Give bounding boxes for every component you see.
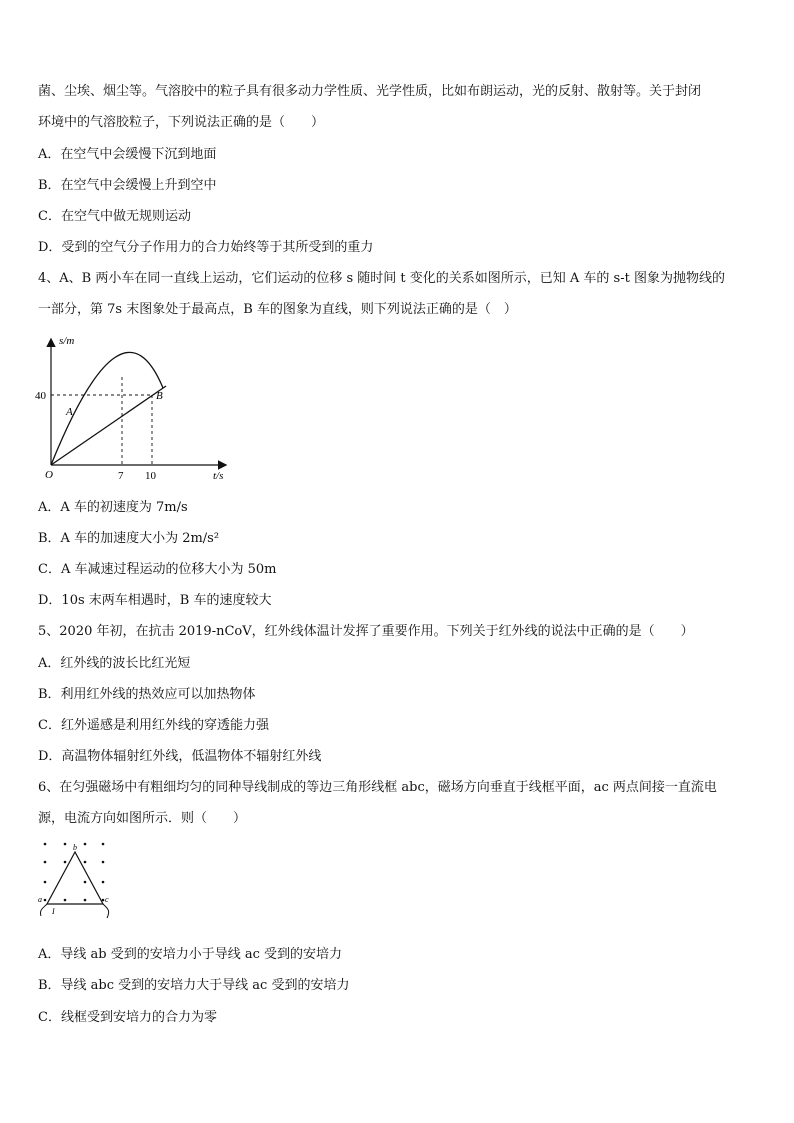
q6-stem-line-2: 源，电流方向如图所示．则（ ）	[38, 811, 247, 826]
q4-option-a: A．A 车的初速度为 7m/s	[38, 500, 188, 515]
q3-option-d: D．受到的空气分子作用力的合力始终等于其所受到的重力	[38, 240, 374, 255]
x-tick-7: 7	[118, 470, 124, 482]
x-tick-10: 10	[145, 470, 156, 482]
line-b-label: B	[156, 390, 163, 402]
vertex-b-label: b	[73, 843, 77, 852]
triangle-frame-abc	[47, 852, 103, 904]
q4-option-c: C．A 车减速过程运动的位移大小为 50m	[38, 562, 277, 577]
lead-wire-left	[40, 904, 47, 916]
q3-option-b: B．在空气中会缓慢上升到空中	[38, 178, 217, 193]
q3-option-c: C．在空气中做无规则运动	[38, 209, 191, 224]
q5-stem-line-1: 5、2020 年初，在抗击 2019-nCoV，红外线体温计发挥了重要作用。下列关于红外线的说法中正确的是（ ）	[38, 624, 694, 639]
origin-label: O	[45, 469, 53, 481]
q5-option-c: C．红外遥感是利用红外线的穿透能力强	[38, 718, 269, 733]
q3-stem-line-1: 菌、尘埃、烟尘等。气溶胶中的粒子具有很多动力学性质、光学性质，比如布朗运动，光的反射、散射等。关于封闭	[38, 84, 702, 99]
curve-a-label: A	[66, 406, 73, 418]
q4-st-graph	[35, 330, 235, 485]
y-tick-40: 40	[35, 390, 46, 402]
vertex-a-label: a	[38, 895, 42, 904]
q5-option-a: A．红外线的波长比红光短	[38, 656, 191, 671]
q6-stem-line-1: 6、在匀强磁场中有粗细均匀的同种导线制成的等边三角形线框 abc，磁场方向垂直于线框平面，ac 两点间接一直流电	[38, 780, 717, 795]
q6-option-b: B．导线 abc 受到的安培力大于导线 ac 受到的安培力	[38, 978, 350, 993]
q5-option-d: D．高温物体辐射红外线，低温物体不辐射红外线	[38, 749, 322, 764]
q4-stem-line-1: 4、A、B 两小车在同一直线上运动，它们运动的位移 s 随时间 t 变化的关系如图所示，已知 A 车的 s-t 图象为抛物线的	[38, 271, 725, 286]
vertex-c-label: c	[105, 895, 109, 904]
y-axis-label: s/m	[59, 335, 75, 347]
x-axis-label: t/s	[213, 470, 224, 482]
q6-option-c: C．线框受到安培力的合力为零	[38, 1010, 217, 1025]
lead-wire-right	[103, 904, 109, 918]
q4-option-d: D．10s 末两车相遇时，B 车的速度较大	[38, 593, 272, 608]
current-label: I	[52, 907, 55, 916]
q5-option-b: B．利用红外线的热效应可以加热物体	[38, 687, 256, 702]
q4-stem-line-2: 一部分，第 7s 末图象处于最高点，B 车的图象为直线，则下列说法正确的是（ ）	[38, 302, 517, 317]
q3-stem-line-2: 环境中的气溶胶粒子，下列说法正确的是（ ）	[38, 115, 325, 130]
q4-option-b: B．A 车的加速度大小为 2m/s²	[38, 531, 220, 546]
q6-triangle-figure	[35, 836, 120, 926]
q6-option-a: A．导线 ab 受到的安培力小于导线 ac 受到的安培力	[38, 947, 343, 962]
q3-option-a: A．在空气中会缓慢下沉到地面	[38, 147, 217, 162]
